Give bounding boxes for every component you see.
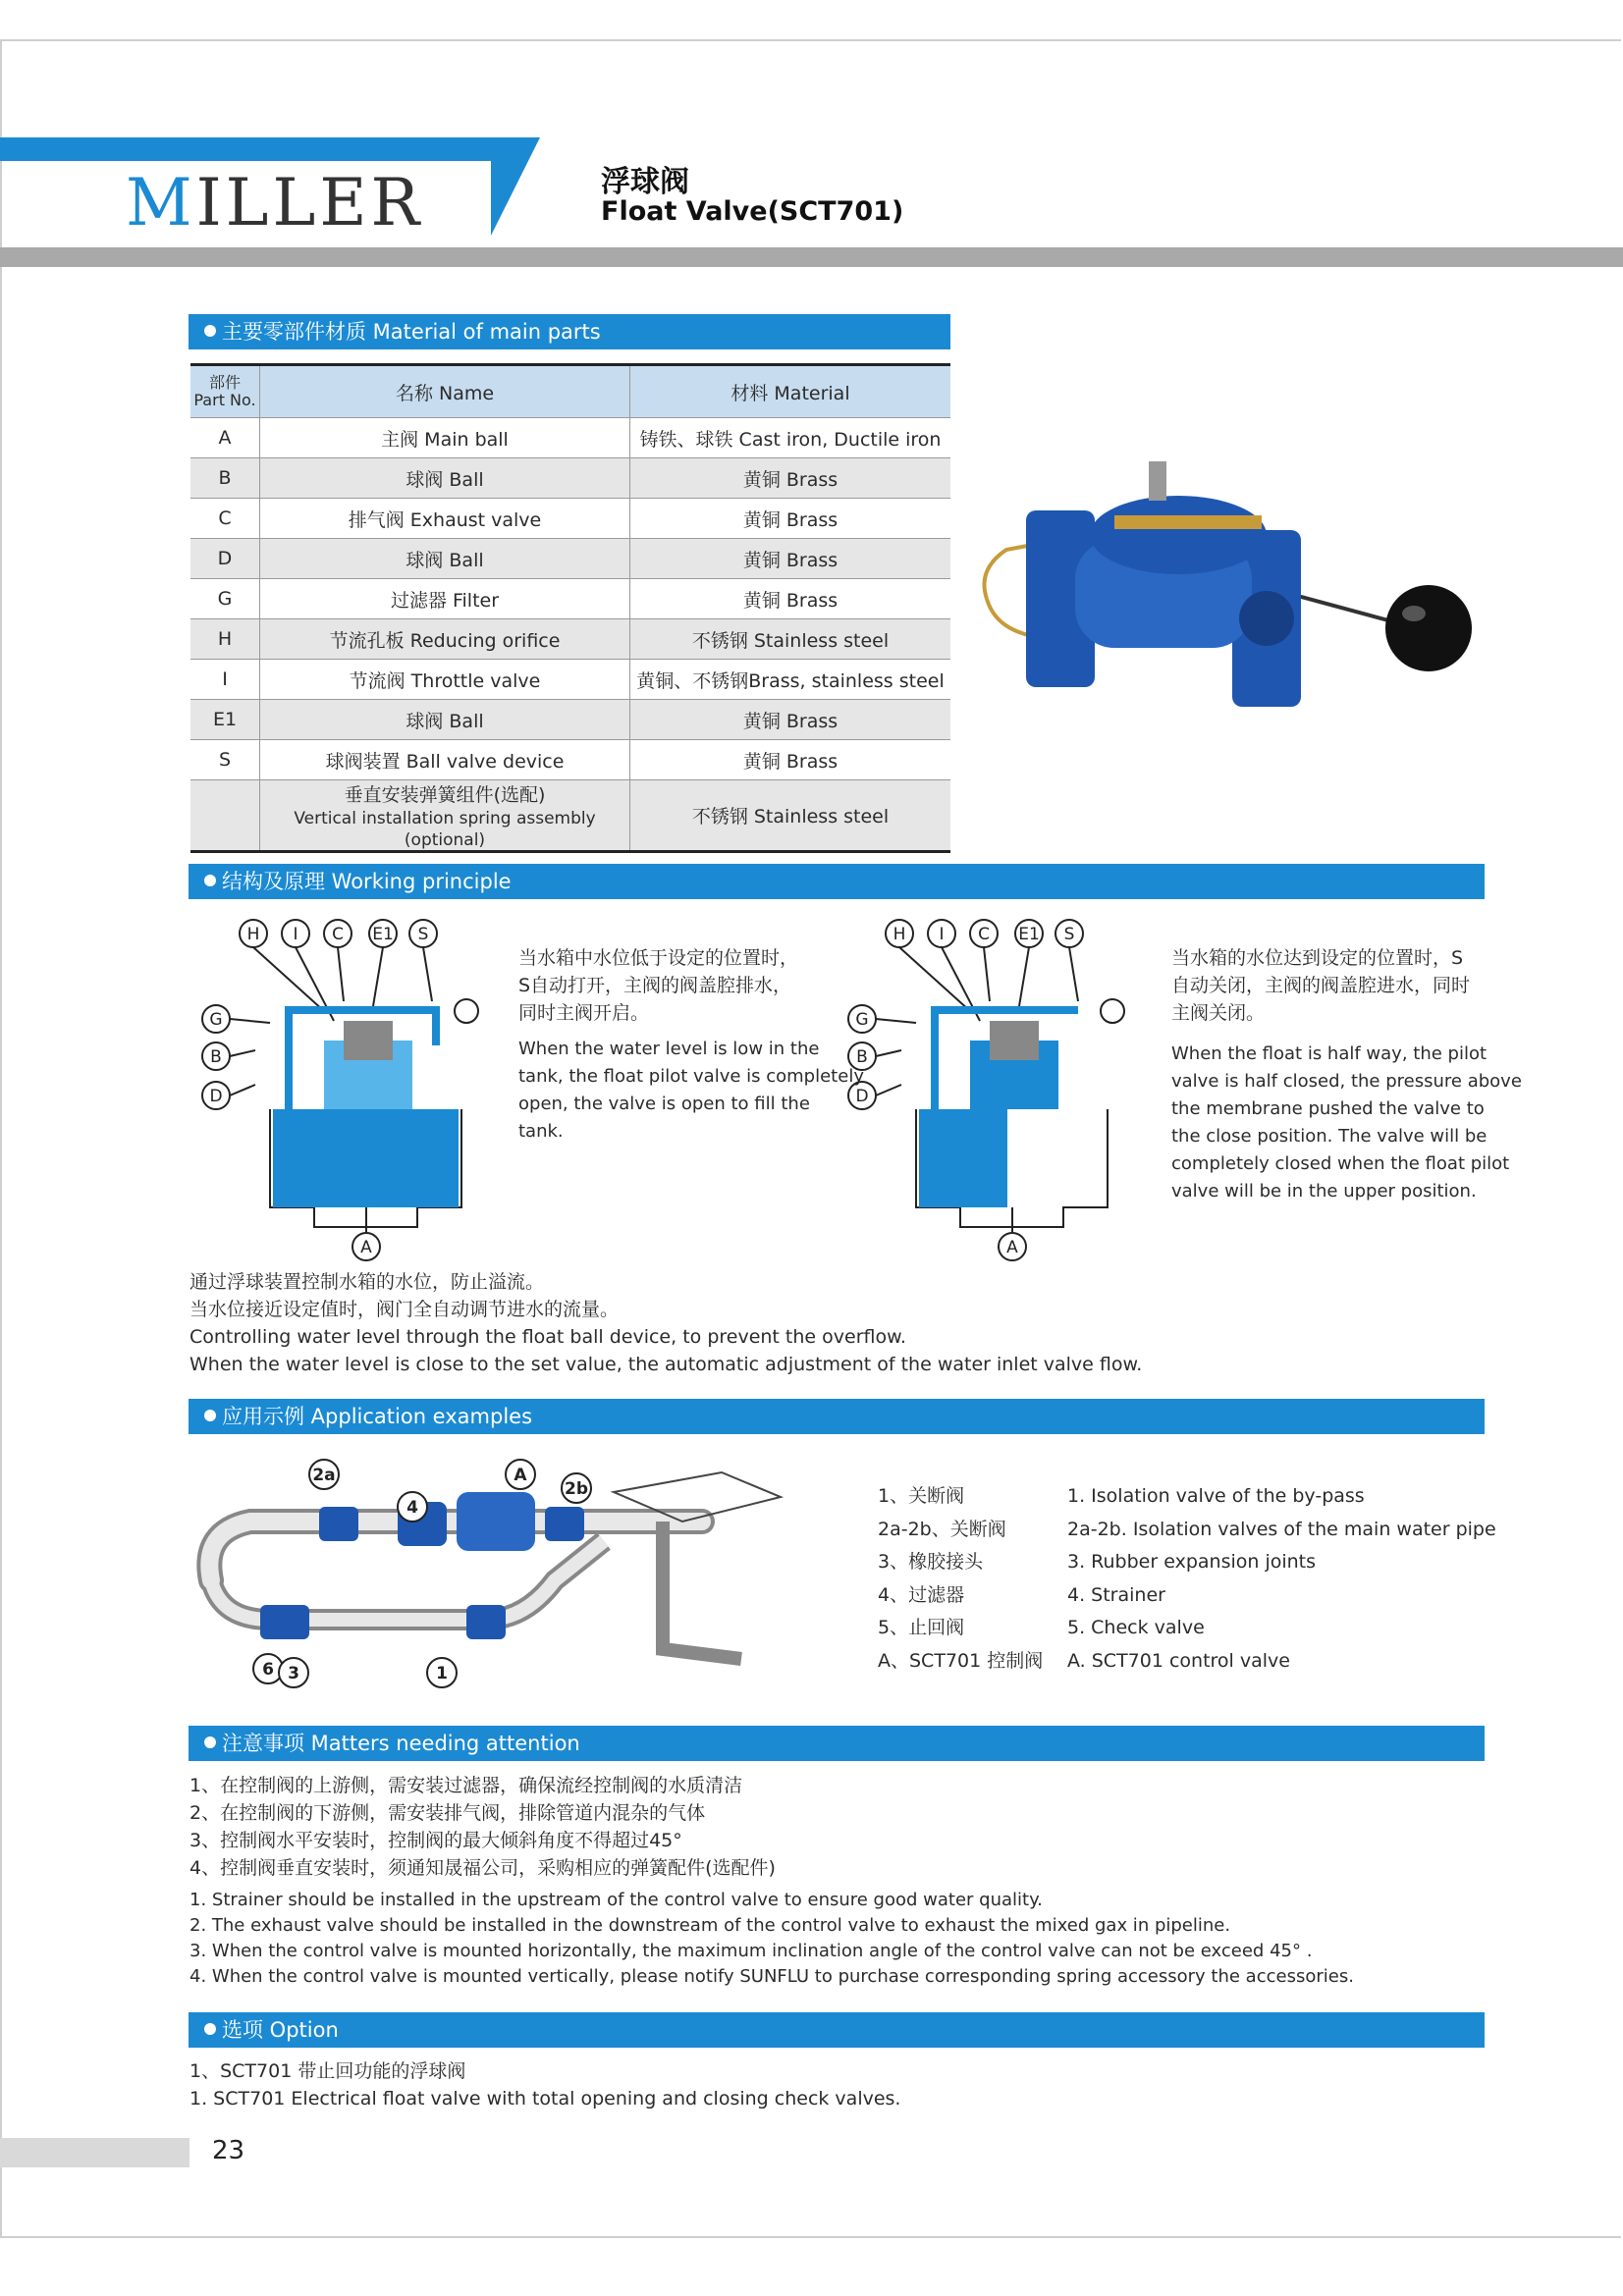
svg-text:I: I <box>939 925 945 944</box>
working-summary: 通过浮球装置控制水箱的水位，防止溢流。 当水位接近设定值时，阀门全自动调节进水的流量。 Controlling water level through the float ball device, to prevent the overflow. When the water level is close to the set value, the automatic adjustment of the water inlet valve flow. <box>189 1271 1143 1375</box>
table-row: 垂直安装弹簧组件(选配) Vertical installation spring assembly (optional) 不锈钢 Stainless steel <box>190 780 950 852</box>
svg-text:B: B <box>856 1047 868 1067</box>
svg-text:E1: E1 <box>1018 925 1040 944</box>
page-number: 23 <box>212 2136 245 2165</box>
bullet-icon <box>204 1736 216 1748</box>
svg-text:I: I <box>293 925 298 944</box>
svg-text:G: G <box>855 1010 869 1030</box>
header-gray-band <box>0 247 1623 267</box>
parts-table <box>190 363 950 853</box>
table-row: B 球阀 Ball 黄铜 Brass <box>190 458 950 499</box>
working-left-cn: 当水箱中水位低于设定的位置时， S自动打开，主阀的阀盖腔排水， 同时主阀开启。 <box>518 947 799 1024</box>
working-diagram-closed <box>842 913 1127 1271</box>
svg-text:D: D <box>209 1087 223 1106</box>
page-title-cn: 浮球阀 <box>601 165 689 199</box>
bullet-icon <box>204 325 216 337</box>
working-right-cn: 当水箱的水位达到设定的位置时，S 自动关闭，主阀的阀盖腔进水，同时 主阀关闭。 <box>1171 947 1471 1024</box>
section-application-title: 应用示例 Application examples <box>222 1405 533 1428</box>
svg-text:C: C <box>332 925 344 944</box>
attention-list-cn: 1、在控制阀的上游侧，需安装过滤器，确保流经控制阀的水质清洁 2、在控制阀的下游侧，需安装排气阀，排除管道内混杂的气体 3、控制阀水平安装时，控制阀的最大倾斜角度不得超过45° 4、控制阀垂直安装时，须通知晟福公司，采购相应的弹簧配件(选配件) <box>189 1775 776 1879</box>
application-diagram <box>191 1453 844 1703</box>
section-materials-bar <box>189 314 950 349</box>
table-row: I 节流阀 Throttle valve 黄铜、不锈钢Brass, stainless steel <box>190 660 950 700</box>
table-header-row <box>190 365 950 418</box>
application-list-en: 1. Isolation valve of the by-pass 2a-2b. Isolation valves of the main water pipe 3. Rubber expansion joints 4. Strainer 5. Check valve A. SCT701 control valve <box>1067 1485 1496 1672</box>
col-name: 名称 Name <box>260 365 630 418</box>
svg-text:H: H <box>893 925 906 944</box>
brand-logo: MILLER <box>126 165 424 240</box>
svg-text:E1: E1 <box>372 925 394 944</box>
option-list: 1、SCT701 带止回功能的浮球阀 1. SCT701 Electrical float valve with total opening and closing check valves. <box>189 2060 901 2109</box>
svg-text:S: S <box>1063 925 1075 944</box>
table-row: C 排气阀 Exhaust valve 黄铜 Brass <box>190 499 950 539</box>
working-left-en: When the water level is low in the tank, the float pilot valve is completely open, the valve is open to fill the tank. <box>518 1039 864 1142</box>
table-row: E1 球阀 Ball 黄铜 Brass <box>190 700 950 740</box>
table-row: D 球阀 Ball 黄铜 Brass <box>190 539 950 579</box>
svg-text:G: G <box>209 1010 223 1030</box>
svg-text:1: 1 <box>436 1664 448 1683</box>
table-row: G 过滤器 Filter 黄铜 Brass <box>190 579 950 619</box>
svg-text:B: B <box>210 1047 222 1067</box>
header-blue-band <box>0 137 511 161</box>
svg-text:2a: 2a <box>312 1466 336 1485</box>
svg-text:4: 4 <box>406 1498 418 1518</box>
svg-text:C: C <box>978 925 990 944</box>
application-list-cn: 1、关断阀 2a-2b、关断阀 3、橡胶接头 4、过滤器 5、止回阀 A、SCT701 控制阀 <box>878 1485 1044 1672</box>
svg-text:A: A <box>514 1466 527 1485</box>
table-row: H 节流孔板 Reducing orifice 不锈钢 Stainless steel <box>190 619 950 660</box>
svg-text:D: D <box>855 1087 869 1106</box>
bullet-icon <box>204 1410 216 1421</box>
section-application-bar <box>189 1399 1485 1434</box>
section-attention-bar <box>189 1726 1485 1761</box>
col-part-no: 部件 Part No. <box>190 365 260 418</box>
float-valve-photo <box>967 452 1497 726</box>
col-material: 材料 Material <box>630 365 951 418</box>
working-right-en: When the float is half way, the pilot valve is half closed, the pressure above the membrane pushed the valve to the close position. The valve will be completely closed when the float pilot valve will be in the upper position. <box>1171 1043 1522 1201</box>
svg-text:3: 3 <box>288 1664 299 1683</box>
section-option-bar <box>189 2012 1485 2048</box>
working-diagram-open <box>196 913 481 1271</box>
section-materials-title: 主要零部件材质 Material of main parts <box>222 320 601 344</box>
svg-text:2b: 2b <box>565 1479 588 1499</box>
section-attention-title: 注意事项 Matters needing attention <box>222 1732 580 1755</box>
table-row: S 球阀装置 Ball valve device 黄铜 Brass <box>190 740 950 780</box>
svg-text:S: S <box>417 925 429 944</box>
bullet-icon <box>204 875 216 886</box>
header-blue-slant <box>491 137 540 236</box>
attention-list-en: 1. Strainer should be installed in the upstream of the control valve to ensure good water quality. 2. The exhaust valve should be installed in the downstream of the control valve to exhaust the mixed gax in pipeline. 3. When the control valve is mounted horizontally, the maximum inclination angle of the control valve can not be exceed 45° . 4. When the control valve is mounted vertically, please notify SUNFLU to purchase corresponding spring accessory the accessories. <box>189 1890 1354 1987</box>
svg-text:H: H <box>246 925 260 944</box>
page-title-en: Float Valve(SCT701) <box>601 196 904 227</box>
svg-text:A: A <box>360 1238 372 1257</box>
bullet-icon <box>204 2023 216 2035</box>
svg-text:A: A <box>1006 1238 1018 1257</box>
table-row: A 主阀 Main ball 铸铁、球铁 Cast iron, Ductile iron <box>190 418 950 458</box>
footer-gray-band <box>0 2138 189 2167</box>
section-option-title: 选项 Option <box>222 2018 339 2042</box>
section-working-title: 结构及原理 Working principle <box>222 870 512 893</box>
svg-text:6: 6 <box>262 1660 274 1680</box>
section-working-bar <box>189 864 1485 899</box>
